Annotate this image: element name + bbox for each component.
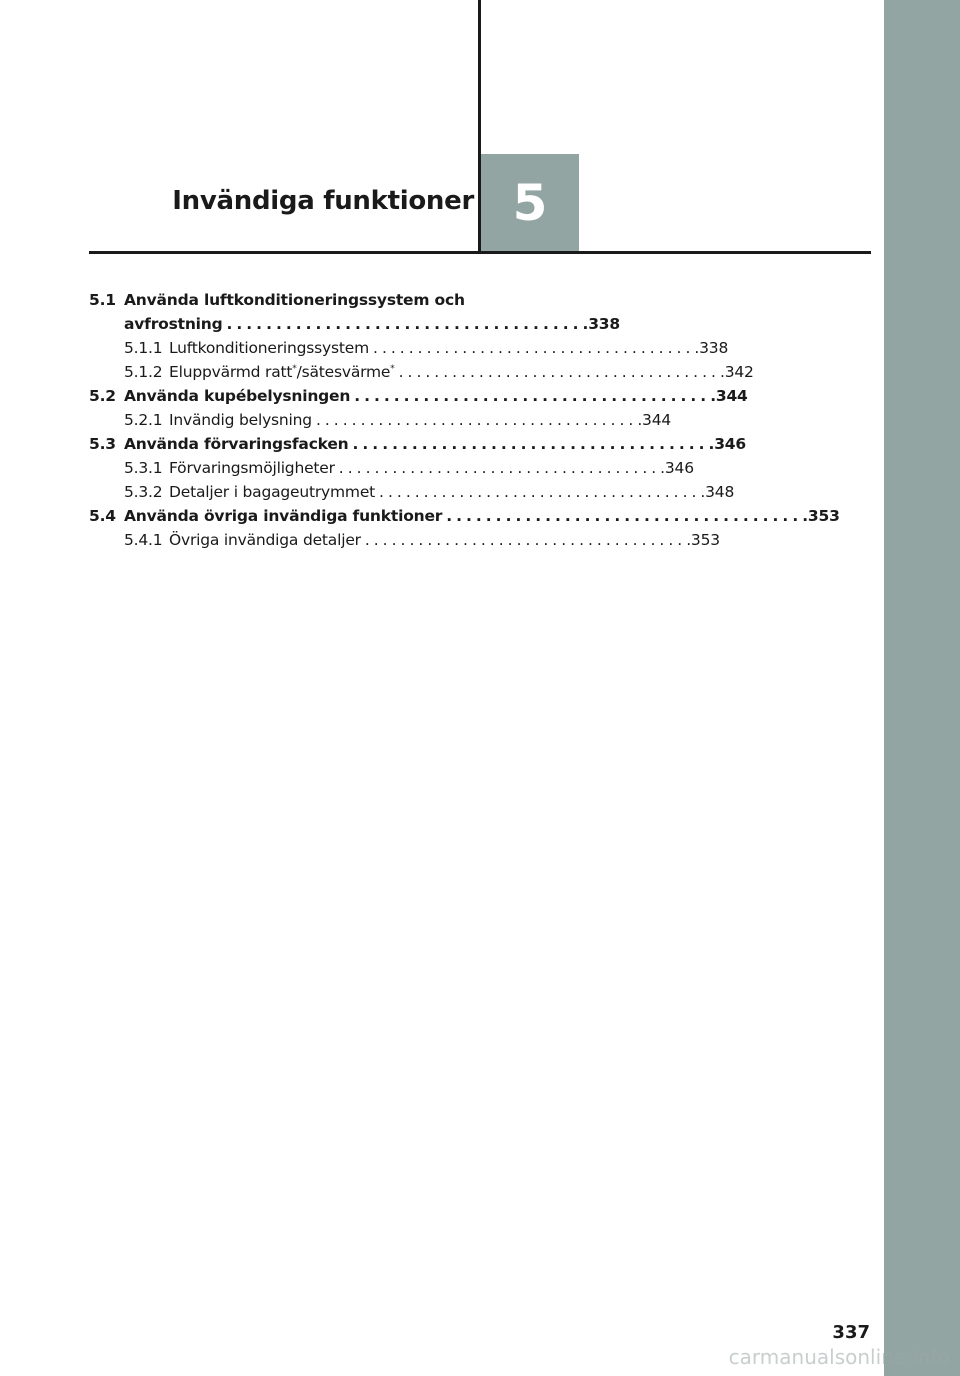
toc-label: Använda luftkonditioneringssystem och bbox=[124, 291, 465, 309]
toc-label: Luftkonditioneringssystem bbox=[169, 339, 370, 357]
toc-leader: .................................... bbox=[398, 363, 720, 381]
toc-section-5-3[interactable] bbox=[89, 432, 746, 456]
page-number: 337 bbox=[832, 1322, 870, 1343]
toc-page: .346 bbox=[708, 435, 746, 453]
toc-page: .353 bbox=[802, 507, 840, 525]
toc-leader: .................................... bbox=[446, 507, 803, 525]
toc-number: 5.2.1 bbox=[124, 411, 163, 429]
toc-label: Detaljer i bagageutrymmet bbox=[169, 483, 376, 501]
toc-number: 5.3.2 bbox=[124, 483, 163, 501]
toc-label-part: Eluppvärmd ratt bbox=[169, 363, 293, 381]
toc-page: .344 bbox=[710, 387, 748, 405]
toc-section-5-1-1[interactable] bbox=[89, 336, 729, 360]
toc-label: Övriga invändiga detaljer bbox=[169, 531, 361, 549]
toc-section-5-2-1[interactable] bbox=[89, 408, 672, 432]
toc-section-5-1-2[interactable] bbox=[89, 360, 754, 384]
toc-section-5-1[interactable] bbox=[89, 288, 465, 312]
footnote-star: * bbox=[292, 363, 297, 374]
toc-leader: .................................... bbox=[373, 339, 695, 357]
toc-number: 5.4.1 bbox=[124, 531, 163, 549]
toc-section-5-1-cont[interactable] bbox=[89, 312, 620, 336]
chapter-number-box bbox=[481, 154, 579, 252]
toc-number: 5.1.1 bbox=[124, 339, 163, 357]
toc-label: avfrostning bbox=[124, 315, 223, 333]
toc-number: 5.1 bbox=[89, 291, 116, 309]
toc-page: .353 bbox=[686, 531, 720, 549]
toc-leader: .................................... bbox=[338, 459, 661, 477]
toc-section-5-3-1[interactable] bbox=[89, 456, 694, 480]
toc-leader: .................................... bbox=[352, 435, 709, 453]
toc-leader: .................................... bbox=[226, 315, 583, 333]
toc-number: 5.2 bbox=[89, 387, 116, 405]
toc-number: 5.4 bbox=[89, 507, 116, 525]
toc-leader: .................................... bbox=[315, 411, 638, 429]
toc-label-part: /sätesvärme bbox=[296, 363, 391, 381]
toc-label bbox=[169, 360, 395, 384]
side-tab bbox=[884, 0, 960, 1376]
toc-page: .342 bbox=[719, 363, 754, 381]
footnote-star: * bbox=[390, 363, 395, 374]
toc-label: Använda övriga invändiga funktioner bbox=[124, 507, 443, 525]
toc-number: 5.1.2 bbox=[124, 363, 163, 381]
toc-label: Förvaringsmöjligheter bbox=[169, 459, 335, 477]
toc-page: .338 bbox=[694, 339, 729, 357]
toc-page: .338 bbox=[582, 315, 620, 333]
header-rule bbox=[89, 251, 871, 254]
toc-number: 5.3.1 bbox=[124, 459, 163, 477]
watermark: carmanualsonline.info bbox=[728, 1345, 950, 1369]
toc-label: Använda kupébelysningen bbox=[124, 387, 351, 405]
toc-label: Använda förvaringsfacken bbox=[124, 435, 349, 453]
toc-leader: .................................... bbox=[364, 531, 687, 549]
toc-section-5-4[interactable] bbox=[89, 504, 840, 528]
toc-section-5-4-1[interactable] bbox=[89, 528, 720, 552]
toc-section-5-2[interactable] bbox=[89, 384, 748, 408]
toc-label: Invändig belysning bbox=[169, 411, 312, 429]
toc-number: 5.3 bbox=[89, 435, 116, 453]
toc-section-5-3-2[interactable] bbox=[89, 480, 735, 504]
chapter-number: 5 bbox=[512, 174, 548, 232]
table-of-contents bbox=[89, 288, 840, 552]
toc-leader: .................................... bbox=[379, 483, 701, 501]
toc-page: .346 bbox=[660, 459, 694, 477]
chapter-title: Invändiga funktioner bbox=[172, 186, 474, 216]
toc-page: .344 bbox=[637, 411, 672, 429]
toc-leader: .................................... bbox=[354, 387, 711, 405]
toc-page: .348 bbox=[700, 483, 735, 501]
